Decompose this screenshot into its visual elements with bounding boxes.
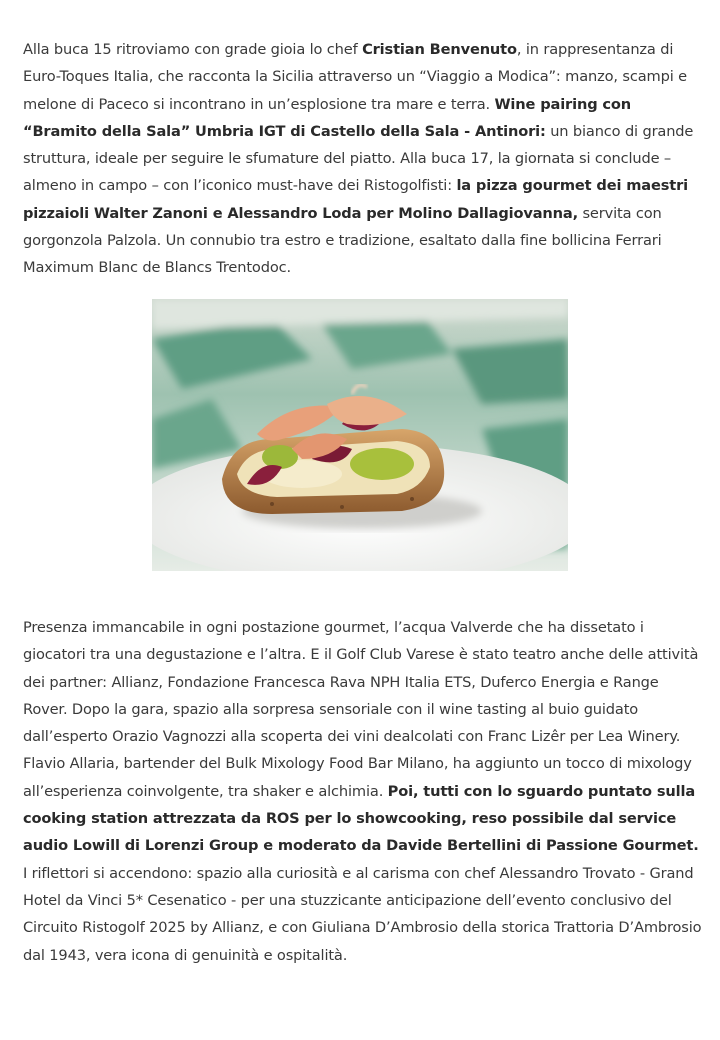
text-run: I riflettori si accendono: spazio alla curiosità e al carisma con chef Alessandro Trovato - Grand Hotel da Vinci 5* Cesenatico - per una stuzzicante anticipazione dell’evento conclusivo del Circuito Ristogolf 2025 by Allianz, e con Giuliana D’Ambrosio della storica Trattoria D’Ambrosio dal 1943, vera icona di genuinità e ospitalità.: [23, 864, 702, 964]
paragraph-1: [23, 36, 703, 282]
paragraph-2: [23, 614, 703, 969]
text-run: Presenza immancabile in ogni postazione gourmet, l’acqua Valverde che ha dissetato i giocatori tra una degustazione e l’altra. E il Golf Club Varese è stato teatro anche delle attività dei partner: Allianz, Fondazione Francesca Rava NPH Italia ETS, Duferco Energia e Range Rover. Dopo la gara, spazio alla sorpresa sensoriale con il wine tasting al buio guidato dall’esperto Orazio Vagnozzi alla scoperta dei vini dealcolati con Franc Lizêr per Lea Winery. Flavio Allaria, bartender del Bulk Mixology Food Bar Milano, ha aggiunto un tocco di mixology all’esperienza coinvolgente, tra shaker e alchimia.: [23, 619, 699, 800]
text-run: un bianco di grande struttura, ideale per seguire le sfumature del piatto. Alla buca 17, la giornata si conclude – almeno in campo – con l’iconico must-have dei Ristogolfisti:: [23, 122, 694, 195]
article-body: [23, 36, 703, 282]
bold-text-run: Poi, tutti con lo sguardo puntato sulla cooking station attrezzata da ROS per lo showcooking, reso possibile dal service audio Lowill di Lorenzi Group e moderato da Davide Bertellini di Passione Gourmet.: [23, 782, 699, 855]
text-run: servita con gorgonzola Palzola. Un connubio tra estro e tradizione, esaltato dalla fine bollicina Ferrari Maximum Blanc de Blancs Trentodoc.: [23, 204, 662, 277]
text-run: Alla buca 15 ritroviamo con grade gioia lo chef: [23, 41, 363, 58]
bold-text-run: Cristian Benvenuto: [362, 41, 517, 58]
text-run: , in rappresentanza di Euro-Toques Italia, che racconta la Sicilia attraverso un “Viaggio a Modica”: manzo, scampi e melone di Paceco si incontrano in un’esplosione tra mare e terra.: [23, 41, 687, 113]
pizza-photo: [152, 299, 568, 571]
bold-text-run: la pizza gourmet dei maestri pizzaioli Walter Zanoni e Alessandro Loda per Molino Dallagiovanna,: [23, 177, 689, 222]
bold-text-run: Wine pairing con “Bramito della Sala” Umbria IGT di Castello della Sala - Antinori:: [23, 95, 632, 140]
